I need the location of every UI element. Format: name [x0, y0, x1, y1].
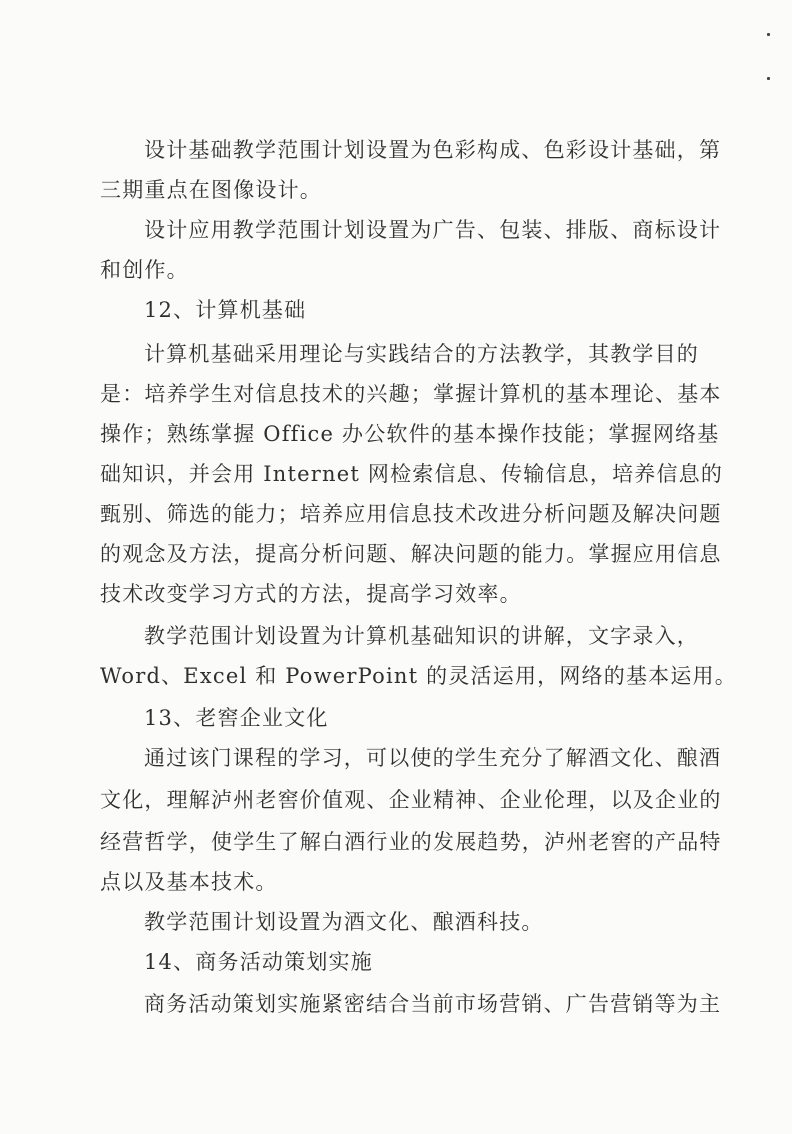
paragraph-line: 甄别、筛选的能力；培养应用信息技术改进分析问题及解决问题	[100, 502, 722, 526]
paragraph-line: 商务活动策划实施紧密结合当前市场营销、广告营销等为主	[144, 992, 722, 1016]
scan-speck	[767, 33, 770, 36]
paragraph-line: 操作；熟练掌握 Office 办公软件的基本操作技能；掌握网络基	[100, 422, 720, 446]
section-heading: 14、商务活动策划实施	[144, 950, 373, 974]
paragraph-line: 三期重点在图像设计。	[100, 178, 322, 202]
paragraph-line: 教学范围计划设置为计算机基础知识的讲解，文字录入，	[144, 624, 699, 648]
paragraph-line: 的观念及方法，提高分析问题、解决问题的能力。掌握应用信息	[100, 542, 722, 566]
paragraph-line: 设计应用教学范围计划设置为广告、包装、排版、商标设计	[144, 218, 722, 242]
scan-speck	[767, 77, 770, 80]
paragraph-line: 计算机基础采用理论与实践结合的方法教学，其教学目的	[144, 342, 699, 366]
paragraph-line: 经营哲学，使学生了解白酒行业的发展趋势，泸州老窖的产品特	[100, 830, 722, 854]
paragraph-line: 是：培养学生对信息技术的兴趣；掌握计算机的基本理论、基本	[100, 382, 722, 406]
section-heading: 13、老窖企业文化	[144, 706, 329, 730]
paragraph-line: 教学范围计划设置为酒文化、酿酒科技。	[144, 910, 544, 934]
paragraph-line: Word、Excel 和 PowerPoint 的灵活运用，网络的基本运用。	[100, 664, 737, 688]
paragraph-line: 技术改变学习方式的方法，提高学习效率。	[100, 582, 522, 606]
paragraph-line: 文化，理解泸州老窖价值观、企业精神、企业伦理，以及企业的	[100, 788, 722, 812]
paragraph-line: 础知识，并会用 Internet 网检索信息、传输信息，培养信息的	[100, 462, 724, 486]
paragraph-line: 点以及基本技术。	[100, 870, 278, 894]
section-heading: 12、计算机基础	[144, 298, 307, 322]
paragraph-line: 和创作。	[100, 258, 189, 282]
paragraph-line: 设计基础教学范围计划设置为色彩构成、色彩设计基础，第	[144, 138, 722, 162]
paragraph-line: 通过该门课程的学习，可以使的学生充分了解酒文化、酿酒	[144, 746, 722, 770]
